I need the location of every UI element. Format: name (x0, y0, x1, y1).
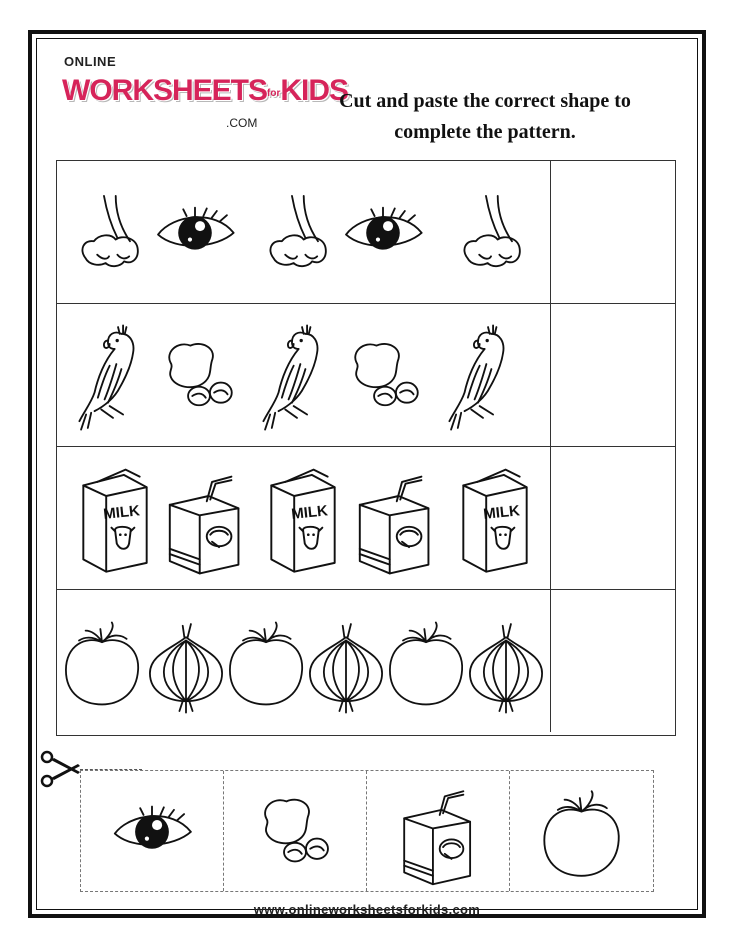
answer-box[interactable] (551, 447, 675, 589)
peanut-icon (157, 304, 241, 446)
nose-icon (255, 161, 339, 303)
instruction-line-1: Cut and paste the correct shape to (339, 90, 631, 112)
pattern-item (343, 304, 427, 446)
pattern-item (153, 161, 237, 303)
instruction-line-2: complete the pattern. (394, 121, 576, 143)
logo-brand-main: WORKSHEETS (62, 74, 268, 107)
svg-text:MILK: MILK (102, 502, 141, 524)
pattern-item (385, 590, 467, 732)
pattern-item (341, 161, 425, 303)
peanut-icon (343, 304, 427, 446)
instruction-text (300, 86, 670, 148)
pattern-row-drinks (57, 447, 675, 590)
cutout-piece[interactable] (510, 771, 653, 891)
logo-brand-for: for (267, 88, 281, 99)
milk-carton-icon (259, 447, 347, 589)
nose-icon (67, 161, 151, 303)
pattern-item (145, 590, 227, 732)
logo-domain-text: .COM (226, 116, 258, 130)
tomato-icon (225, 590, 307, 732)
onion-icon (465, 590, 547, 732)
pattern-item (67, 161, 151, 303)
parrot-icon (255, 304, 339, 446)
parrot-icon (441, 304, 525, 446)
scissors-icon (38, 748, 82, 790)
site-logo (62, 52, 349, 138)
pattern-item (71, 304, 155, 446)
logo-brand-end: KIDS (280, 74, 349, 107)
pattern-item (255, 304, 339, 446)
eye-icon (153, 161, 237, 303)
juice-box-icon (367, 771, 509, 891)
tomato-icon (510, 771, 653, 891)
answer-box[interactable] (551, 161, 675, 303)
pattern-row-parrots (57, 304, 675, 447)
cutout-piece[interactable] (367, 771, 510, 891)
onion-icon (145, 590, 227, 732)
pattern-item (441, 304, 525, 446)
pattern-item (259, 447, 347, 589)
tomato-icon (61, 590, 143, 732)
pattern-row-items (57, 590, 551, 732)
pattern-item (71, 447, 159, 589)
pattern-item (351, 447, 439, 589)
pattern-row-items (57, 161, 551, 303)
footer-url: www.onlineworksheetsforkids.com (253, 902, 481, 917)
milk-carton-icon (451, 447, 539, 589)
pattern-row-vegetables (57, 590, 675, 735)
pattern-row-items (57, 304, 551, 446)
pattern-item (465, 590, 547, 732)
nose-icon (449, 161, 533, 303)
peanut-icon (224, 771, 366, 891)
pattern-item (161, 447, 249, 589)
answer-box[interactable] (551, 304, 675, 446)
pattern-grid (56, 160, 676, 736)
pattern-item (225, 590, 307, 732)
onion-icon (305, 590, 387, 732)
juice-box-icon (161, 447, 249, 589)
pattern-item (449, 161, 533, 303)
pattern-item (157, 304, 241, 446)
pattern-item (451, 447, 539, 589)
pattern-item (305, 590, 387, 732)
juice-box-icon (351, 447, 439, 589)
milk-carton-icon (71, 447, 159, 589)
eye-icon (341, 161, 425, 303)
tomato-icon (385, 590, 467, 732)
pattern-row-items (57, 447, 551, 589)
parrot-icon (71, 304, 155, 446)
svg-text:MILK: MILK (482, 502, 521, 524)
pattern-item (61, 590, 143, 732)
cutout-strip (80, 770, 654, 892)
answer-box[interactable] (551, 590, 675, 732)
pattern-item (255, 161, 339, 303)
logo-online-text: ONLINE (64, 54, 117, 69)
cutout-piece[interactable] (81, 771, 224, 891)
cutout-piece[interactable] (224, 771, 367, 891)
svg-text:MILK: MILK (290, 502, 329, 524)
eye-icon (81, 771, 223, 891)
pattern-row-faces (57, 161, 675, 304)
